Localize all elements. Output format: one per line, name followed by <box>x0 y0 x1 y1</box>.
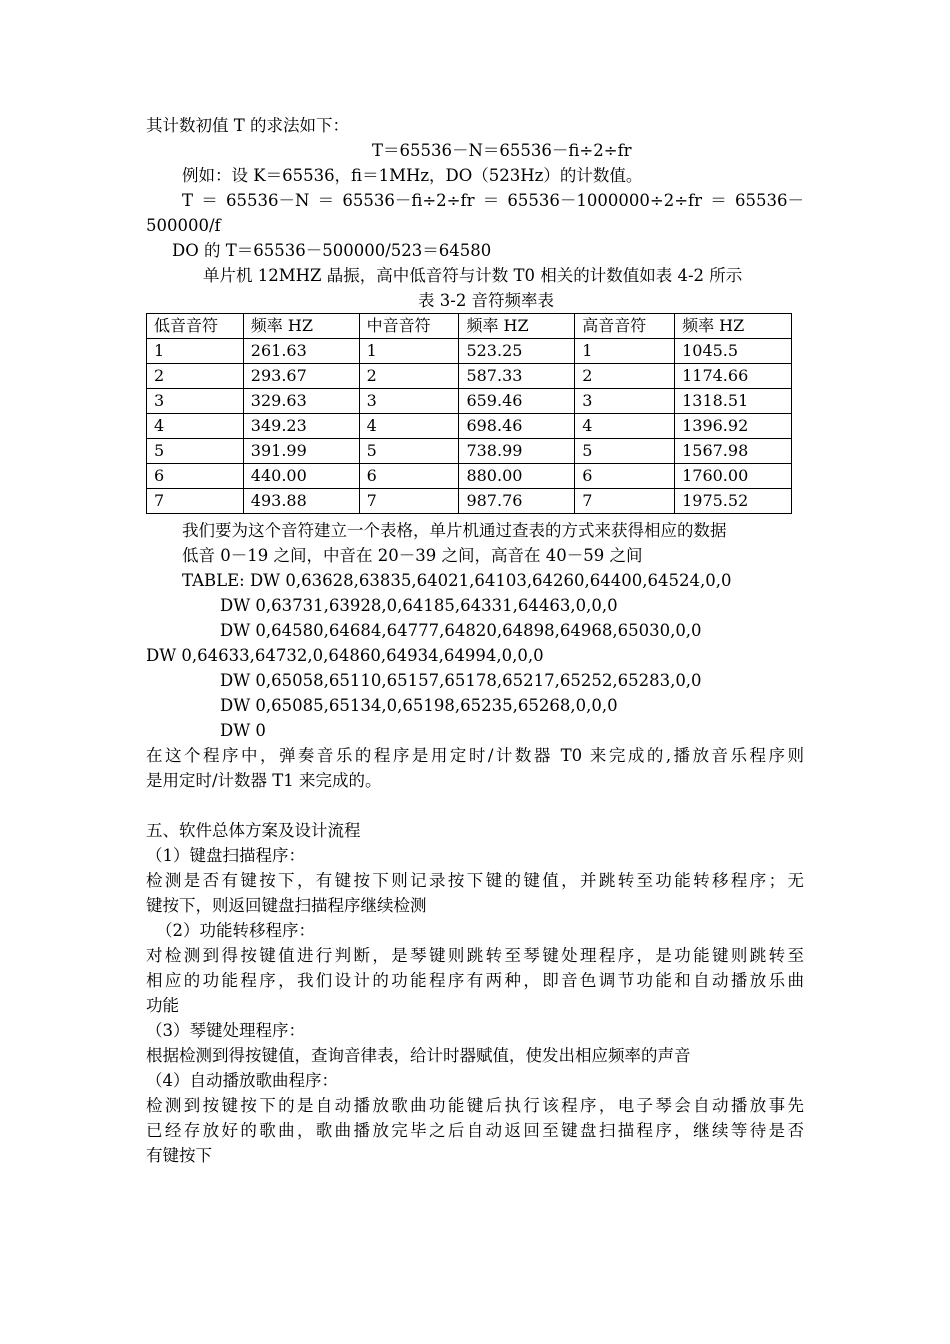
table-cell: 4 <box>359 414 459 439</box>
table-cell: 1174.66 <box>675 364 792 389</box>
table-cell: 2 <box>359 364 459 389</box>
code-line: DW 0,64580,64684,64777,64820,64898,64968,65030,0,0 <box>220 621 702 640</box>
subheading: （2）功能转移程序： <box>156 921 315 940</box>
table-cell: 1045.5 <box>675 339 792 364</box>
text-line-table-intent: 我们要为这个音符建立一个表格，单片机通过查表的方式来获得相应的数据 <box>182 521 727 540</box>
subheading: （3）琴键处理程序： <box>146 1021 305 1040</box>
table-cell: 6 <box>147 464 244 489</box>
paragraph-line: 功能 <box>146 996 179 1015</box>
table-cell: 293.67 <box>243 364 359 389</box>
table-body <box>147 314 792 514</box>
table-cell: 1 <box>147 339 244 364</box>
table-row <box>147 439 792 464</box>
table-cell: 7 <box>359 489 459 514</box>
paragraph-line: 已经存放好的歌曲，歌曲播放完毕之后自动返回至键盘扫描程序，继续等待是否 <box>146 1121 804 1140</box>
header-cell: 频率 HZ <box>243 314 359 339</box>
paragraph-line: 对检测到得按键值进行判断，是琴键则跳转至琴键处理程序，是功能键则跳转至 <box>146 946 804 965</box>
table-cell: 587.33 <box>459 364 575 389</box>
table-cell: 2 <box>575 364 675 389</box>
text-line-crystal: 单片机 12MHZ 晶振，高中低音符与计数 T0 相关的计数值如表 4-2 所示 <box>203 266 743 285</box>
table-cell: 5 <box>575 439 675 464</box>
table-cell: 5 <box>147 439 244 464</box>
formula-line-expanded: T＝65536－N＝65536－fi÷2÷fr＝65536－1000000÷2÷fr＝65536－ <box>182 191 804 210</box>
paragraph-line: 检测到按键按下的是自动播放歌曲功能键后执行该程序，电子琴会自动播放事先 <box>146 1096 804 1115</box>
table-cell: 7 <box>575 489 675 514</box>
table-cell: 1396.92 <box>675 414 792 439</box>
code-line: DW 0,64633,64732,0,64860,64934,64994,0,0,0 <box>146 646 544 665</box>
header-cell: 高音音符 <box>575 314 675 339</box>
table-cell: 987.76 <box>459 489 575 514</box>
table-cell: 1 <box>359 339 459 364</box>
table-cell: 6 <box>359 464 459 489</box>
table-cell: 523.25 <box>459 339 575 364</box>
table-cell: 4 <box>575 414 675 439</box>
paragraph-line: 键按下，则返回键盘扫描程序继续检测 <box>146 896 427 915</box>
text-line-example: 例如：设 K＝65536，fi＝1MHz，DO（523Hz）的计数值。 <box>182 166 643 185</box>
header-cell: 频率 HZ <box>675 314 792 339</box>
table-cell: 659.46 <box>459 389 575 414</box>
paragraph-line: 检测是否有键按下，有键按下则记录按下键的键值，并跳转至功能转移程序；无 <box>146 871 804 890</box>
table-row <box>147 489 792 514</box>
paragraph-line: 根据检测到得按键值，查询音律表，给计时器赋值，使发出相应频率的声音 <box>146 1046 691 1065</box>
table-row <box>147 414 792 439</box>
table-row <box>147 364 792 389</box>
table-cell: 3 <box>359 389 459 414</box>
note-frequency-table <box>146 313 792 514</box>
table-cell: 2 <box>147 364 244 389</box>
table-cell: 493.88 <box>243 489 359 514</box>
formula-line: T＝65536－N＝65536－fi÷2÷fr <box>372 141 632 160</box>
subheading: （4）自动播放歌曲程序： <box>146 1071 338 1090</box>
paragraph-line: 是用定时/计数器 T1 来完成的。 <box>146 771 382 790</box>
table-cell: 329.63 <box>243 389 359 414</box>
table-cell: 391.99 <box>243 439 359 464</box>
table-cell: 440.00 <box>243 464 359 489</box>
table-cell: 1760.00 <box>675 464 792 489</box>
table-caption: 表 3-2 音符频率表 <box>418 291 555 310</box>
code-line: DW 0,65085,65134,0,65198,65235,65268,0,0,0 <box>220 696 618 715</box>
table-row <box>147 339 792 364</box>
table-cell: 5 <box>359 439 459 464</box>
formula-line-continuation: 500000/f <box>146 216 221 235</box>
paragraph-line: 相应的功能程序，我们设计的功能程序有两种，即音色调节功能和自动播放乐曲 <box>146 971 804 990</box>
table-cell: 698.46 <box>459 414 575 439</box>
table-cell: 1975.52 <box>675 489 792 514</box>
header-cell: 低音音符 <box>147 314 244 339</box>
formula-line-do: DO 的 T＝65536－500000/523＝64580 <box>172 241 492 260</box>
header-cell: 中音音符 <box>359 314 459 339</box>
table-cell: 880.00 <box>459 464 575 489</box>
subheading: （1）键盘扫描程序： <box>146 846 305 865</box>
table-cell: 3 <box>147 389 244 414</box>
section-heading: 五、软件总体方案及设计流程 <box>146 821 361 840</box>
code-line: DW 0 <box>220 721 266 740</box>
table-row <box>147 389 792 414</box>
header-cell: 频率 HZ <box>459 314 575 339</box>
code-line: DW 0,65058,65110,65157,65178,65217,65252,65283,0,0 <box>220 671 702 690</box>
table-cell: 349.23 <box>243 414 359 439</box>
table-header-row <box>147 314 792 339</box>
table-cell: 1 <box>575 339 675 364</box>
table-row <box>147 464 792 489</box>
paragraph-line: 有键按下 <box>146 1146 212 1165</box>
table-cell: 3 <box>575 389 675 414</box>
text-line-ranges: 低音 0－19 之间，中音在 20－39 之间，高音在 40－59 之间 <box>182 546 643 565</box>
table-cell: 7 <box>147 489 244 514</box>
paragraph-line: 在这个程序中，弹奏音乐的程序是用定时/计数器 T0 来完成的,播放音乐程序则 <box>146 746 804 765</box>
table-cell: 6 <box>575 464 675 489</box>
table-cell: 738.99 <box>459 439 575 464</box>
table-cell: 4 <box>147 414 244 439</box>
table-cell: 1567.98 <box>675 439 792 464</box>
code-line-table: TABLE: DW 0,63628,63835,64021,64103,64260,64400,64524,0,0 <box>182 571 732 590</box>
table-cell: 1318.51 <box>675 389 792 414</box>
text-line-calc-intro: 其计数初值 T 的求法如下： <box>146 116 349 135</box>
code-line: DW 0,63731,63928,0,64185,64331,64463,0,0,0 <box>220 596 618 615</box>
table-cell: 261.63 <box>243 339 359 364</box>
